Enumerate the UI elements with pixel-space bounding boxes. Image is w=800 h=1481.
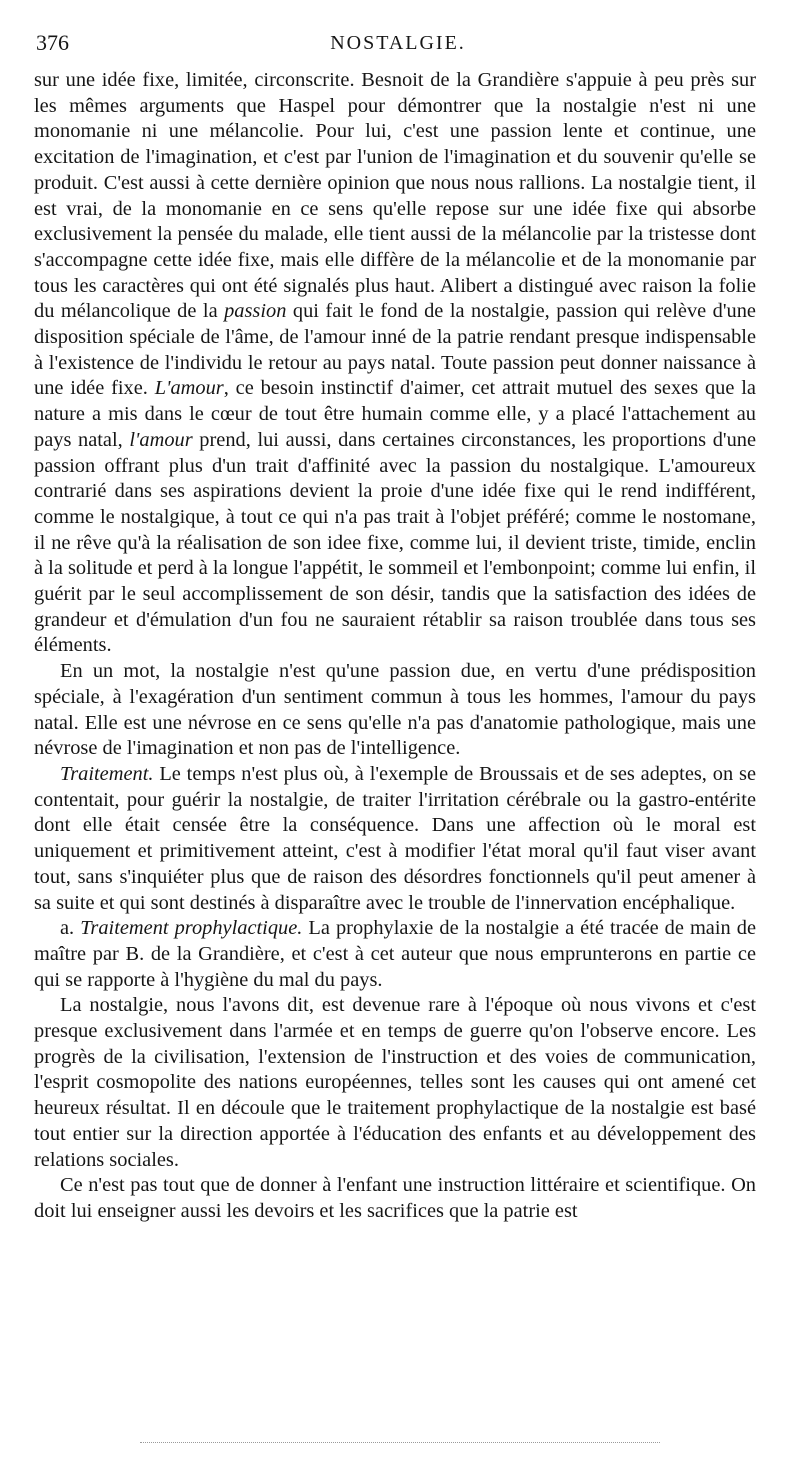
- text-run: qui fait le fond de la nostalgie, passion qui relève d'une disposition spéciale de l'âme, de l'amour inné de la patrie rendant presque indispensable à l'existence de l'individu le retour au pays natal. Toute passion peut donner naissance à une idée fixe.: [34, 300, 756, 400]
- text-run: sur une idée fixe, limitée, circonscrite. Besnoit de la Grandière s'appuie à peu près sur les mêmes arguments que Haspel pour démontrer que la nostalgie n'est ni une monomanie ni une mélancolie. Pour lui, c'est une passion lente et continue, une excitation de l'imagination, et c'est par l'union de l'imagination et du souvenir qu'elle se produit. C'est aussi à cette dernière opinion que nous nous rallions. La nostalgie tient, il est vrai, de la monomanie en ce sens qu'elle repose sur une idée fixe qui absorbe exclusivement la pensée du malade, elle tient aussi de la mélancolie par la tristesse dont s'accompagne cette idée fixe, mais elle diffère de la mélancolie et de la monomanie par tous les caractères qui ont été signalés plus haut. Alibert a distingué avec raison la folie du mélancolique de la: [34, 69, 756, 323]
- text-run: La prophylaxie de la nostalgie a été tracée de main de maître par B. de la Grandière, et c'est à cet auteur que nous emprunterons en partie ce qui se rapporte à l'hygiène du mal du pays.: [34, 917, 757, 991]
- italic-text: Traitement prophylactique.: [80, 917, 303, 940]
- body-text: [34, 68, 756, 1225]
- text-run: , ce besoin instinctif d'aimer, cet attrait mutuel des sexes que la nature a mis dans le cœur de tout être humain comme elle, y a placé l'attachement au pays natal,: [34, 377, 756, 451]
- italic-text: passion: [224, 300, 287, 323]
- running-title: NOSTALGIE.: [330, 32, 466, 54]
- running-header: [36, 30, 760, 62]
- text-run: a.: [60, 917, 81, 940]
- text-run: Le temps n'est plus où, à l'exemple de Broussais et de ses adeptes, on se contentait, pour guérir la nostalgie, de traiter l'irritation cérébrale ou la gastro-entérite dont elle était censée être la conséquence. Dans une affection où le moral est uniquement et primitivement atteint, c'est à modifier l'état moral qu'il faut viser avant tout, sans s'inquiéter plus que de raison des désordres fonctionnels qu'il peut amener à sa suite et qui sont destinés à disparaître avec le trouble de l'innervation encéphalique.: [34, 762, 756, 914]
- text-run: Ce n'est pas tout que de donner à l'enfant une instruction littéraire et scientifique. On doit lui enseigner aussi les devoirs et les sacrifices que la patrie est: [34, 1174, 756, 1222]
- paragraph: [34, 659, 756, 762]
- text-run: prend, lui aussi, dans certaines circonstances, les proportions d'une passion offrant plus d'un trait d'affinité avec la passion du nostalgique. L'amoureux contrarié dans ses aspirations devient la proie d'une idée fixe qui le rend indifférent, comme le nostalgique, à tout ce qui n'a pas trait à l'objet préféré; comme le nostomane, il ne rêve qu'à la réalisation de son idee fixe, comme lui, il devient triste, timide, enclin à la solitude et perd à la longue l'appétit, le sommeil et l'embonpoint; comme lui enfin, il guérit par le seul accomplissement de son désir, tandis que la satisfaction des idées de grandeur et d'émulation d'un fou ne sauraient rétablir sa raison troublée dans tous ses éléments.: [34, 428, 757, 657]
- paragraph: [34, 993, 756, 1173]
- text-run: En un mot, la nostalgie n'est qu'une passion due, en vertu d'une prédisposition spéciale, à l'exagération d'un sentiment commun à tous les hommes, l'amour du pays natal. Elle est une névrose en ce sens qu'elle n'a pas d'anatomie pathologique, mais une névrose de l'imagination et non pas de l'intelligence.: [34, 660, 756, 760]
- paragraph: [34, 916, 756, 993]
- paragraph: [34, 762, 756, 916]
- paragraph: [34, 68, 756, 659]
- italic-text: l'amour: [129, 428, 193, 451]
- italic-text: Traitement.: [60, 762, 154, 785]
- footer-rule: [140, 1442, 660, 1443]
- page-number: 376: [36, 30, 69, 55]
- italic-text: L'amour: [154, 377, 224, 400]
- paragraph: [34, 1173, 756, 1224]
- text-run: La nostalgie, nous l'avons dit, est devenue rare à l'époque où nous vivons et c'est presque exclusivement dans l'armée et en temps de guerre qu'on l'observe encore. Les progrès de la civilisation, l'extension de l'instruction et des voies de communication, l'esprit cosmopolite des nations européennes, telles sont les causes qui ont amené cet heureux résultat. Il en découle que le traitement prophylactique de la nostalgie est basé tout entier sur la direction apportée à l'éducation des enfants et au développement des relations sociales.: [34, 994, 756, 1171]
